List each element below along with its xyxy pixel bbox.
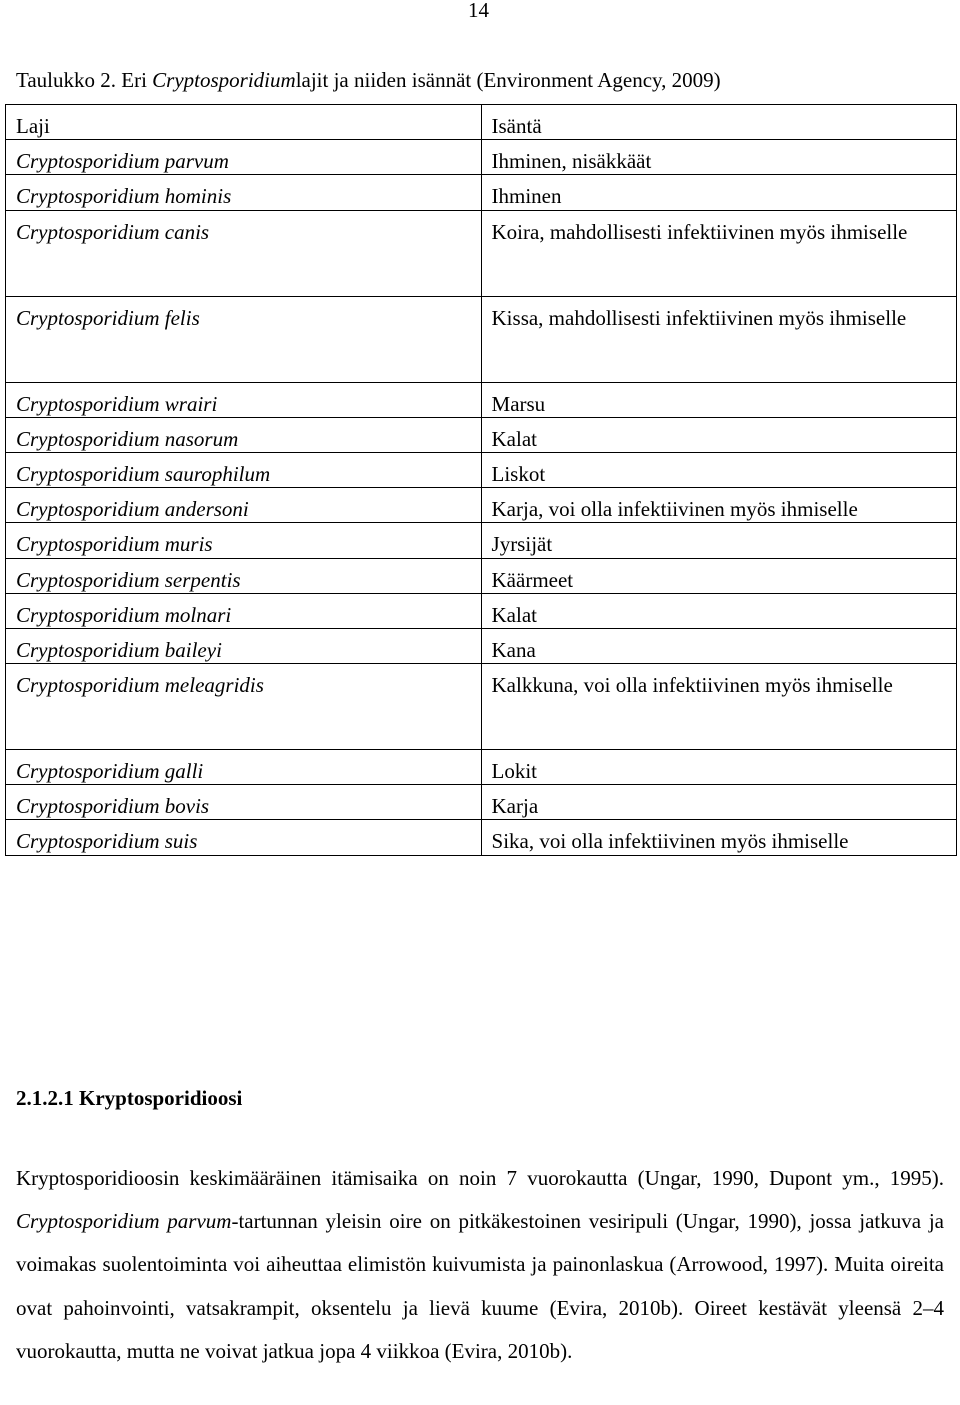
species-cell: Cryptosporidium muris — [6, 523, 482, 558]
caption-italic: Cryptosporidium — [152, 68, 296, 92]
page-number: 14 — [468, 0, 489, 22]
host-cell: Ihminen — [481, 175, 956, 210]
host-cell: Kalkkuna, voi olla infektiivinen myös ihmiselle — [481, 664, 956, 750]
species-cell: Cryptosporidium suis — [6, 820, 482, 855]
host-cell: Lokit — [481, 750, 956, 785]
table-header-row — [6, 105, 957, 140]
caption-suffix: lajit ja niiden isännät (Environment Agency, 2009) — [295, 68, 721, 92]
species-cell: Cryptosporidium hominis — [6, 175, 482, 210]
host-cell: Kana — [481, 628, 956, 663]
host-cell: Kissa, mahdollisesti infektiivinen myös ihmiselle — [481, 296, 956, 382]
host-cell: Jyrsijät — [481, 523, 956, 558]
host-cell: Liskot — [481, 452, 956, 487]
host-cell: Kalat — [481, 417, 956, 452]
species-cell: Cryptosporidium serpentis — [6, 558, 482, 593]
species-cell: Cryptosporidium baileyi — [6, 628, 482, 663]
table-row — [6, 820, 957, 855]
species-cell: Cryptosporidium nasorum — [6, 417, 482, 452]
table-row — [6, 785, 957, 820]
table-row — [6, 750, 957, 785]
table-row — [6, 210, 957, 296]
host-cell: Käärmeet — [481, 558, 956, 593]
species-cell: Cryptosporidium andersoni — [6, 488, 482, 523]
table-row — [6, 175, 957, 210]
species-cell: Cryptosporidium parvum — [6, 140, 482, 175]
caption-prefix: Taulukko 2. Eri — [16, 68, 153, 92]
table-row — [6, 382, 957, 417]
host-cell: Marsu — [481, 382, 956, 417]
table-row — [6, 417, 957, 452]
host-cell: Sika, voi olla infektiivinen myös ihmiselle — [481, 820, 956, 855]
section-heading: 2.1.2.1 Kryptosporidioosi — [16, 1086, 243, 1110]
table-row — [6, 523, 957, 558]
species-cell: Cryptosporidium saurophilum — [6, 452, 482, 487]
paragraph-part-2: -tartunnan yleisin oire on pitkäkestoinen vesiripuli (Ungar, 1990), jossa jatkuva ja voimakas suolentoiminta voi aiheuttaa elimistön kuivumista ja painonlaskua (Arrowood, 1997). Muita oireita ovat pahoinvointi, vatsakrampit, oksentelu ja lievä kuume (Evira, 2010b). Oireet kestävät yleensä 2–4 vuorokautta, mutta ne voivat jatkua jopa 4 viikkoa (Evira, 2010b). — [16, 1209, 944, 1363]
species-cell: Cryptosporidium molnari — [6, 593, 482, 628]
species-cell: Cryptosporidium bovis — [6, 785, 482, 820]
table-row — [6, 140, 957, 175]
species-host-table — [5, 104, 957, 856]
table-row — [6, 593, 957, 628]
paragraph-italic-species: Cryptosporidium parvum — [16, 1209, 232, 1234]
host-cell: Kalat — [481, 593, 956, 628]
body-paragraph — [16, 1157, 944, 1373]
table-row — [6, 488, 957, 523]
table-row — [6, 296, 957, 382]
host-cell: Karja — [481, 785, 956, 820]
paragraph-part-1: Kryptosporidioosin keskimääräinen itämisaika on noin 7 vuorokautta (Ungar, 1990, Dupont ym., 1995). — [16, 1166, 944, 1190]
header-host: Isäntä — [481, 105, 956, 140]
table-row — [6, 558, 957, 593]
species-cell: Cryptosporidium felis — [6, 296, 482, 382]
species-cell: Cryptosporidium galli — [6, 750, 482, 785]
table-caption — [16, 68, 721, 93]
table-row — [6, 628, 957, 663]
table-row — [6, 664, 957, 750]
host-cell: Koira, mahdollisesti infektiivinen myös ihmiselle — [481, 210, 956, 296]
host-cell: Karja, voi olla infektiivinen myös ihmiselle — [481, 488, 956, 523]
header-species: Laji — [6, 105, 482, 140]
species-cell: Cryptosporidium meleagridis — [6, 664, 482, 750]
species-cell: Cryptosporidium canis — [6, 210, 482, 296]
host-cell: Ihminen, nisäkkäät — [481, 140, 956, 175]
species-cell: Cryptosporidium wrairi — [6, 382, 482, 417]
table-row — [6, 452, 957, 487]
